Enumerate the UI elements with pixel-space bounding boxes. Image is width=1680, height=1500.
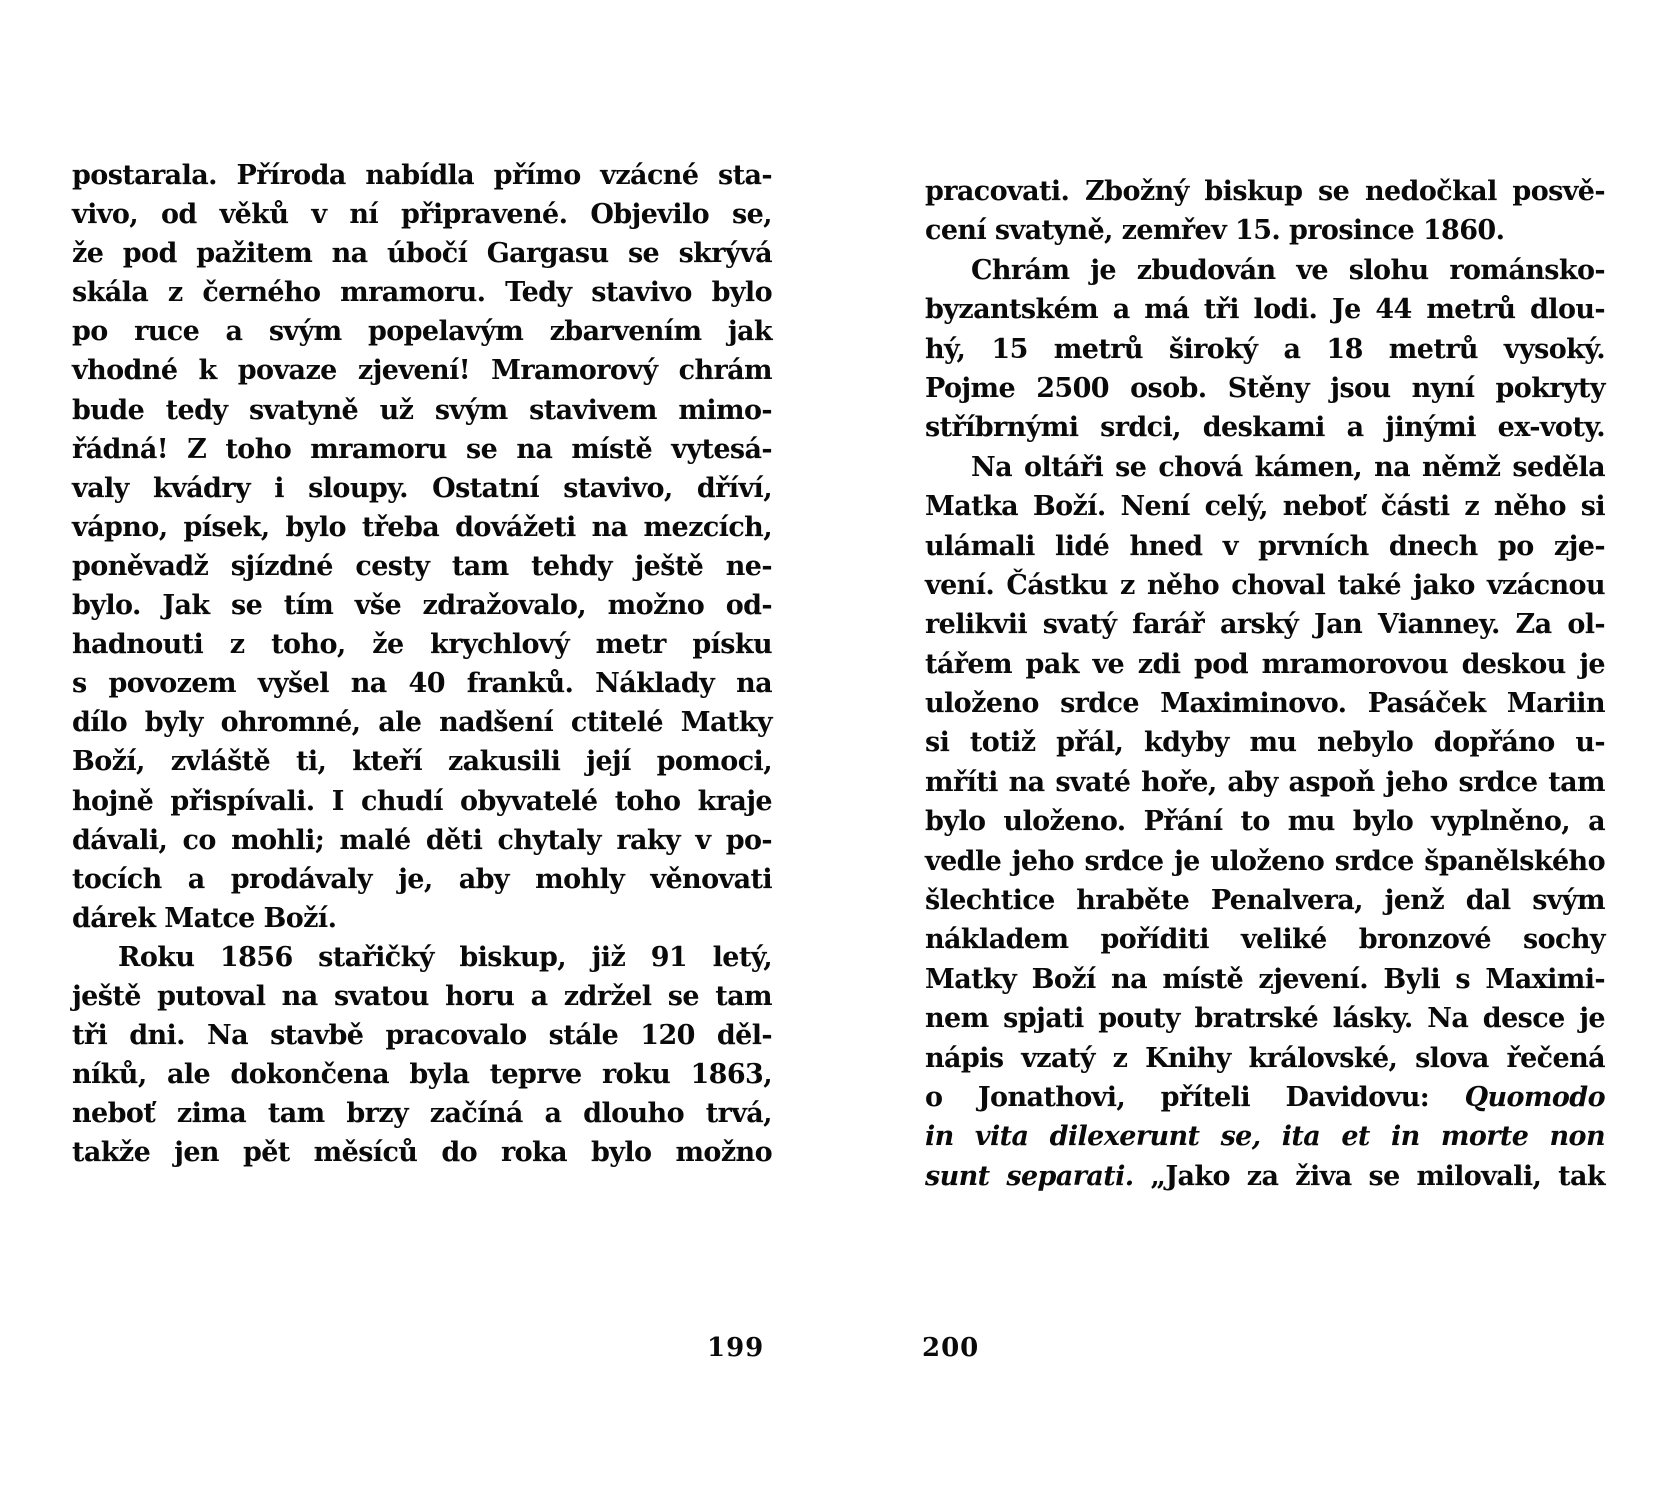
- text-line: uloženo srdce Maximinovo. Pasáček Mariin: [925, 688, 1605, 720]
- text-line: vhodné k povaze zjevení! Mramorový chrám: [72, 355, 772, 387]
- text-line: cení svatyně, zemřev 15. prosince 1860.: [925, 215, 1505, 247]
- page-number-right: 200: [922, 1333, 980, 1363]
- text-line: relikvii svatý farář arský Jan Vianney. Za ol-: [925, 609, 1605, 641]
- text-line: si totiž přál, kdyby mu nebylo dopřáno u-: [925, 727, 1605, 759]
- text-line: skála z černého mramoru. Tedy stavivo bylo: [72, 277, 772, 309]
- text-line: nákladem poříditi veliké bronzové sochy: [925, 924, 1605, 956]
- latin-quote: in vita dilexerunt se, ita et in morte non: [925, 1121, 1605, 1153]
- text-line: [925, 1157, 1605, 1196]
- text-line: tocích a prodávaly je, aby mohly věnovati: [72, 863, 772, 895]
- text-line: hojně přispívali. I chudí obyvatelé toho kraje: [72, 785, 772, 817]
- text-line: nem spjati pouty bratrské lásky. Na desce je: [925, 1003, 1605, 1035]
- text-line: Na oltáři se chová kámen, na němž seděla: [971, 451, 1605, 483]
- text-line: Pojme 2500 osob. Stěny jsou nyní pokryty: [925, 372, 1605, 404]
- text-line: valy kvádry i sloupy. Ostatní stavivo, dříví,: [72, 472, 772, 504]
- text-line: dávali, co mohli; malé děti chytaly raky v po-: [72, 824, 772, 856]
- text-line: poněvadž sjízdné cesty tam tehdy ještě ne-: [72, 550, 772, 582]
- text-line: šlechtice hraběte Penalvera, jenž dal svým: [925, 885, 1605, 917]
- text-line: vivo, od věků v ní připravené. Objevilo se,: [72, 199, 772, 231]
- text-line: Matka Boží. Není celý, neboť části z něho si: [925, 491, 1605, 523]
- text-line: pracovati. Zbožný biskup se nedočkal posvě-: [925, 176, 1605, 207]
- page-number-left: 199: [707, 1333, 765, 1363]
- text-line: neboť zima tam brzy začíná a dlouho trvá,: [72, 1098, 772, 1130]
- text-line: Chrám je zbudován ve slohu románsko-: [971, 254, 1605, 286]
- text-line: dílo byly ohromné, ale nadšení ctitelé Matky: [72, 707, 772, 739]
- text-line: ulámali lidé hned v prvních dnech po zje-: [925, 530, 1605, 562]
- text-line: tářem pak ve zdi pod mramorovou deskou je: [925, 648, 1605, 680]
- text-run: „Jako za živa se milovali, tak: [1133, 1160, 1605, 1192]
- text-line: níků, ale dokončena byla teprve roku 1863,: [72, 1059, 772, 1091]
- text-line: vedle jeho srdce je uloženo srdce španělského: [925, 845, 1605, 877]
- text-line: ještě putoval na svatou horu a zdržel se tam: [72, 980, 772, 1012]
- text-line: mříti na svaté hoře, aby aspoň jeho srdce tam: [925, 766, 1605, 798]
- text-line: s povozem vyšel na 40 franků. Náklady na: [72, 668, 772, 700]
- text-line: že pod pažitem na úbočí Gargasu se skrývá: [72, 238, 772, 270]
- text-line: Matky Boží na místě zjevení. Byli s Maximi-: [925, 963, 1605, 995]
- text-line: bylo. Jak se tím vše zdražovalo, možno od-: [72, 590, 772, 622]
- text-line: stříbrnými srdci, deskami a jinými ex-voty.: [925, 412, 1605, 444]
- text-line: vení. Částku z něho choval také jako vzácnou: [925, 569, 1605, 601]
- text-line: hý, 15 metrů široký a 18 metrů vysoký.: [925, 333, 1605, 365]
- text-line: bylo uloženo. Přání to mu bylo vyplněno, a: [925, 806, 1605, 838]
- text-line: hadnouti z toho, že krychlový metr písku: [72, 629, 772, 661]
- text-line: vápno, písek, bylo třeba dovážeti na mezcích,: [72, 511, 772, 543]
- text-line: tři dni. Na stavbě pracovalo stále 120 děl-: [72, 1020, 772, 1052]
- right-page: [925, 172, 1605, 1196]
- latin-quote: sunt separati.: [925, 1160, 1134, 1192]
- text-line: nápis vzatý z Knihy královské, slova řečená: [925, 1042, 1605, 1074]
- text-line: řádná! Z toho mramoru se na místě vytesá-: [72, 433, 772, 465]
- text-line: takže jen pět měsíců do roka bylo možno: [72, 1137, 772, 1169]
- text-line: bude tedy svatyně už svým stavivem mimo-: [72, 394, 772, 426]
- text-line: byzantském a má tři lodi. Je 44 metrů dlou-: [925, 294, 1605, 326]
- left-page: [72, 156, 772, 1172]
- text-line: po ruce a svým popelavým zbarvením jak: [72, 316, 772, 348]
- text-line: [925, 1078, 1605, 1117]
- latin-quote: Quomodo: [1464, 1081, 1605, 1113]
- text-line: [925, 1117, 1605, 1156]
- text-line: Roku 1856 stařičký biskup, již 91 letý,: [118, 941, 772, 973]
- text-line: postarala. Příroda nabídla přímo vzácné sta-: [72, 160, 772, 191]
- text-line: Boží, zvláště ti, kteří zakusili její pomoci,: [72, 746, 772, 778]
- text-run: o Jonathovi, příteli Davidovu:: [925, 1081, 1465, 1113]
- text-line: dárek Matce Boží.: [72, 902, 337, 934]
